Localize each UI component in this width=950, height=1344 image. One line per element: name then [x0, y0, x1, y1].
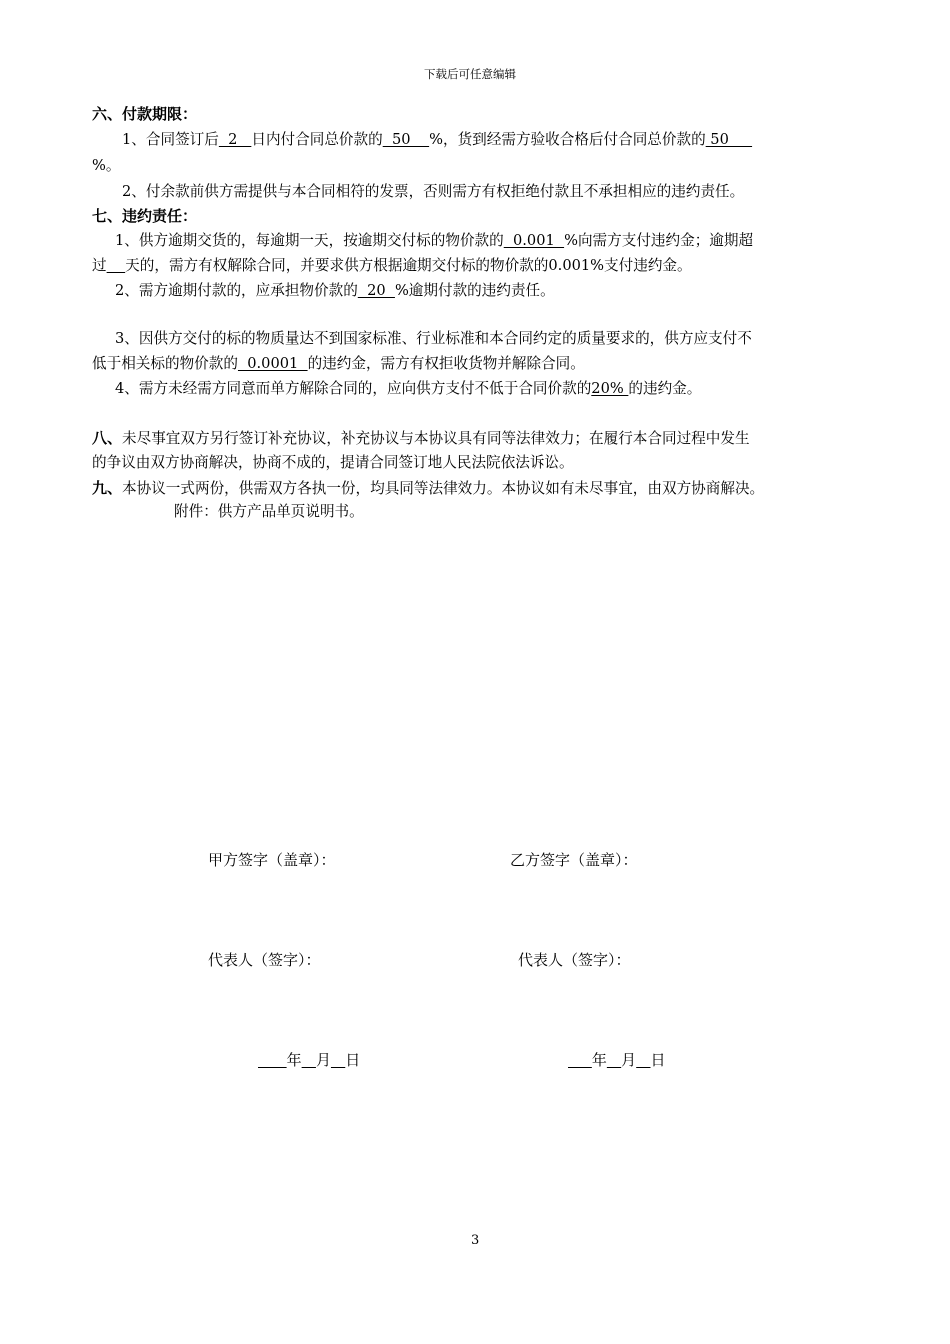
section-9-line	[92, 481, 764, 497]
s6-p1-text-c: 日内付合同总价款的	[251, 131, 383, 148]
s7-p1-text-a: 1、供方逾期交货的，每逾期一天，按逾期交付标的物价款的	[115, 232, 504, 249]
date-b-month-label: 月	[621, 1051, 637, 1069]
date-a-year-label: 年	[286, 1051, 302, 1069]
date-a-day-label: 日	[345, 1051, 361, 1069]
section-8-label: 八、	[92, 429, 123, 447]
section-6-title: 六、付款期限：	[92, 105, 198, 123]
s7-p1-rate-blank: 0.001	[503, 232, 565, 249]
party-a-signature-label: 甲方签字（盖章）：	[208, 851, 336, 869]
date-a-year-blank	[258, 1051, 287, 1069]
section-9-label: 九、	[92, 479, 123, 497]
s7-p3-rate-blank: 0.0001	[237, 355, 308, 372]
s7-p3-text-d: 的违约金，需方有权拒收货物并解除合同。	[307, 355, 585, 372]
s6-p1-percent-blank: 50	[382, 131, 430, 148]
s7-p1-text-f: 天的，需方有权解除合同，并要求供方根据逾期交付标的物价款的0.001%支付违约金。	[125, 257, 692, 274]
s7-clause-3-line-2	[92, 357, 585, 372]
s7-p4-percent-value: 20%	[591, 380, 629, 397]
s7-clause-3-line-1: 3、因供方交付的标的物质量达不到国家标准、行业标准和本合同约定的质量要求的，供方应支付不	[115, 330, 752, 347]
date-a-month-blank	[302, 1051, 316, 1069]
s7-clause-1-line-2	[92, 259, 692, 274]
section-7-title: 七、违约责任：	[92, 207, 198, 225]
attachment-note: 附件：供方产品单页说明书。	[174, 503, 364, 520]
s7-p2-percent-blank: 20	[357, 282, 395, 299]
s7-p3-text-b: 低于相关标的物价款的	[92, 355, 238, 372]
section-8-line-1	[92, 431, 750, 447]
party-b-representative-label: 代表人（签字）：	[518, 951, 631, 969]
date-b-day-blank	[636, 1051, 650, 1069]
page-number: 3	[471, 1233, 480, 1248]
s7-p1-text-c: %向需方支付违约金；逾期超	[564, 232, 754, 249]
page-header-note: 下载后可任意编辑	[424, 67, 516, 81]
section-8-text-1: 未尽事宜双方另行签订补充协议，补充协议与本协议具有同等法律效力；在履行本合同过程中发生	[122, 430, 750, 447]
date-a-day-blank	[331, 1051, 345, 1069]
s6-clause-1-line-2: %。	[92, 157, 121, 174]
s7-p1-days-blank	[107, 257, 126, 274]
section-9-text: 本协议一式两份，供需双方各执一份，均具同等法律效力。本协议如有未尽事宜，由双方协商解决。	[122, 480, 765, 497]
party-a-representative-label: 代表人（签字）：	[208, 951, 321, 969]
s6-p1-text-e: %，货到经需方验收合格后付合同总价款的	[429, 131, 706, 148]
date-b-year-blank	[568, 1051, 592, 1069]
date-b-day-label: 日	[650, 1051, 666, 1069]
party-a-date	[258, 1053, 360, 1068]
section-8-line-2: 的争议由双方协商解决，协商不成的，提请合同签订地人民法院依法诉讼。	[92, 454, 574, 471]
s7-clause-2	[115, 284, 555, 299]
s6-p1-text-a: 1、合同签订后	[122, 131, 219, 148]
s7-p4-text-c: 的违约金。	[628, 380, 702, 397]
s6-clause-2: 2、付余款前供方需提供与本合同相符的发票，否则需方有权拒绝付款且不承担相应的违约责任。	[122, 183, 745, 200]
date-b-month-blank	[607, 1051, 621, 1069]
date-b-year-label: 年	[591, 1051, 607, 1069]
s6-p1-percent-blank-2: 50	[705, 131, 753, 148]
date-a-month-label: 月	[315, 1051, 331, 1069]
s7-p1-text-d: 过	[92, 257, 107, 274]
s7-p2-text-a: 2、需方逾期付款的，应承担物价款的	[115, 282, 358, 299]
s6-p1-days-blank: 2	[218, 131, 252, 148]
s7-clause-4	[115, 382, 701, 397]
party-b-signature-label: 乙方签字（盖章）：	[510, 851, 638, 869]
s7-clause-1-line-1	[115, 234, 753, 249]
s7-p4-text-a: 4、需方未经需方同意而单方解除合同的，应向供方支付不低于合同价款的	[115, 380, 592, 397]
party-b-date	[568, 1053, 666, 1068]
s6-clause-1-line-1	[122, 133, 752, 148]
s7-p2-text-c: %逾期付款的违约责任。	[394, 282, 555, 299]
